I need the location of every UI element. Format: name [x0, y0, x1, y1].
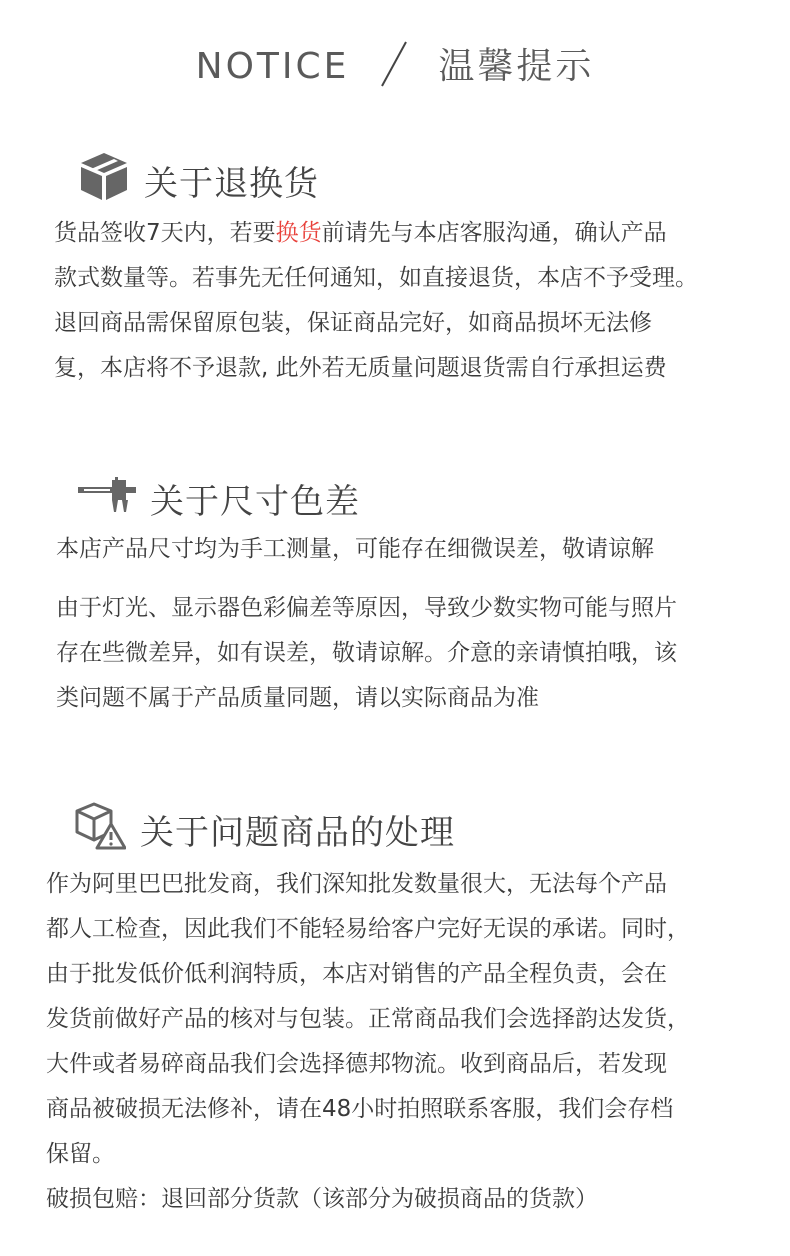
text-line: 存在些微差异，如有误差，敬请谅解。介意的亲请慎拍哦，该	[56, 640, 677, 666]
damaged-box-icon	[74, 800, 126, 859]
text-line: 复，本店将不予退款, 此外若无质量问题退货需自行承担运费	[54, 355, 667, 381]
text-line: 由于批发低价低利润特质，本店对销售的产品全程负责，会在	[46, 961, 667, 987]
notice-header	[0, 38, 790, 98]
section-title-text: 关于退换货	[144, 163, 319, 204]
text-line: 保留。	[46, 1141, 115, 1167]
header-notice: NOTICE	[195, 46, 350, 87]
text-line: 由于灯光、显示器色彩偏差等原因，导致少数实物可能与照片	[56, 595, 677, 621]
returns-paragraph	[54, 211, 698, 391]
section-title-size	[78, 470, 360, 526]
problem-paragraph	[46, 862, 690, 1222]
size-paragraph-2	[56, 586, 677, 721]
text-line: 本店产品尺寸均为手工测量，可能存在细微误差，敬请谅解	[56, 536, 654, 562]
section-title-problem	[74, 800, 455, 858]
header-tip: 温馨提示	[438, 46, 595, 87]
text-line: 类问题不属于产品质量同题，请以实际商品为准	[56, 685, 539, 711]
text-line: 大件或者易碎商品我们会选择德邦物流。收到商品后，若发现	[46, 1051, 667, 1077]
text-line: 货品签收7天内，若要换货前请先与本店客服沟通，确认产品	[54, 220, 667, 246]
highlight-exchange: 换货	[275, 220, 322, 246]
box-icon	[78, 150, 130, 211]
section-title-text: 关于问题商品的处理	[140, 812, 455, 853]
caliper-icon	[78, 474, 136, 523]
text-line: 破损包赔：退回部分货款（该部分为破损商品的货款）	[46, 1186, 598, 1212]
section-title-returns	[78, 152, 319, 208]
text-line: 作为阿里巴巴批发商，我们深知批发数量很大，无法每个产品	[46, 871, 667, 897]
text-line: 都人工检查，因此我们不能轻易给客户完好无误的承诺。同时，	[46, 916, 690, 942]
text-line: 款式数量等。若事先无任何通知，如直接退货，本店不予受理。	[54, 265, 698, 291]
size-paragraph-1	[56, 527, 654, 572]
section-title-text: 关于尺寸色差	[150, 481, 360, 522]
slash-divider	[364, 36, 424, 92]
text-line: 商品被破损无法修补，请在48小时拍照联系客服，我们会存档	[46, 1096, 674, 1122]
text-line: 发货前做好产品的核对与包装。正常商品我们会选择韵达发货，	[46, 1006, 690, 1032]
text-line: 退回商品需保留原包装，保证商品完好，如商品损坏无法修	[54, 310, 652, 336]
